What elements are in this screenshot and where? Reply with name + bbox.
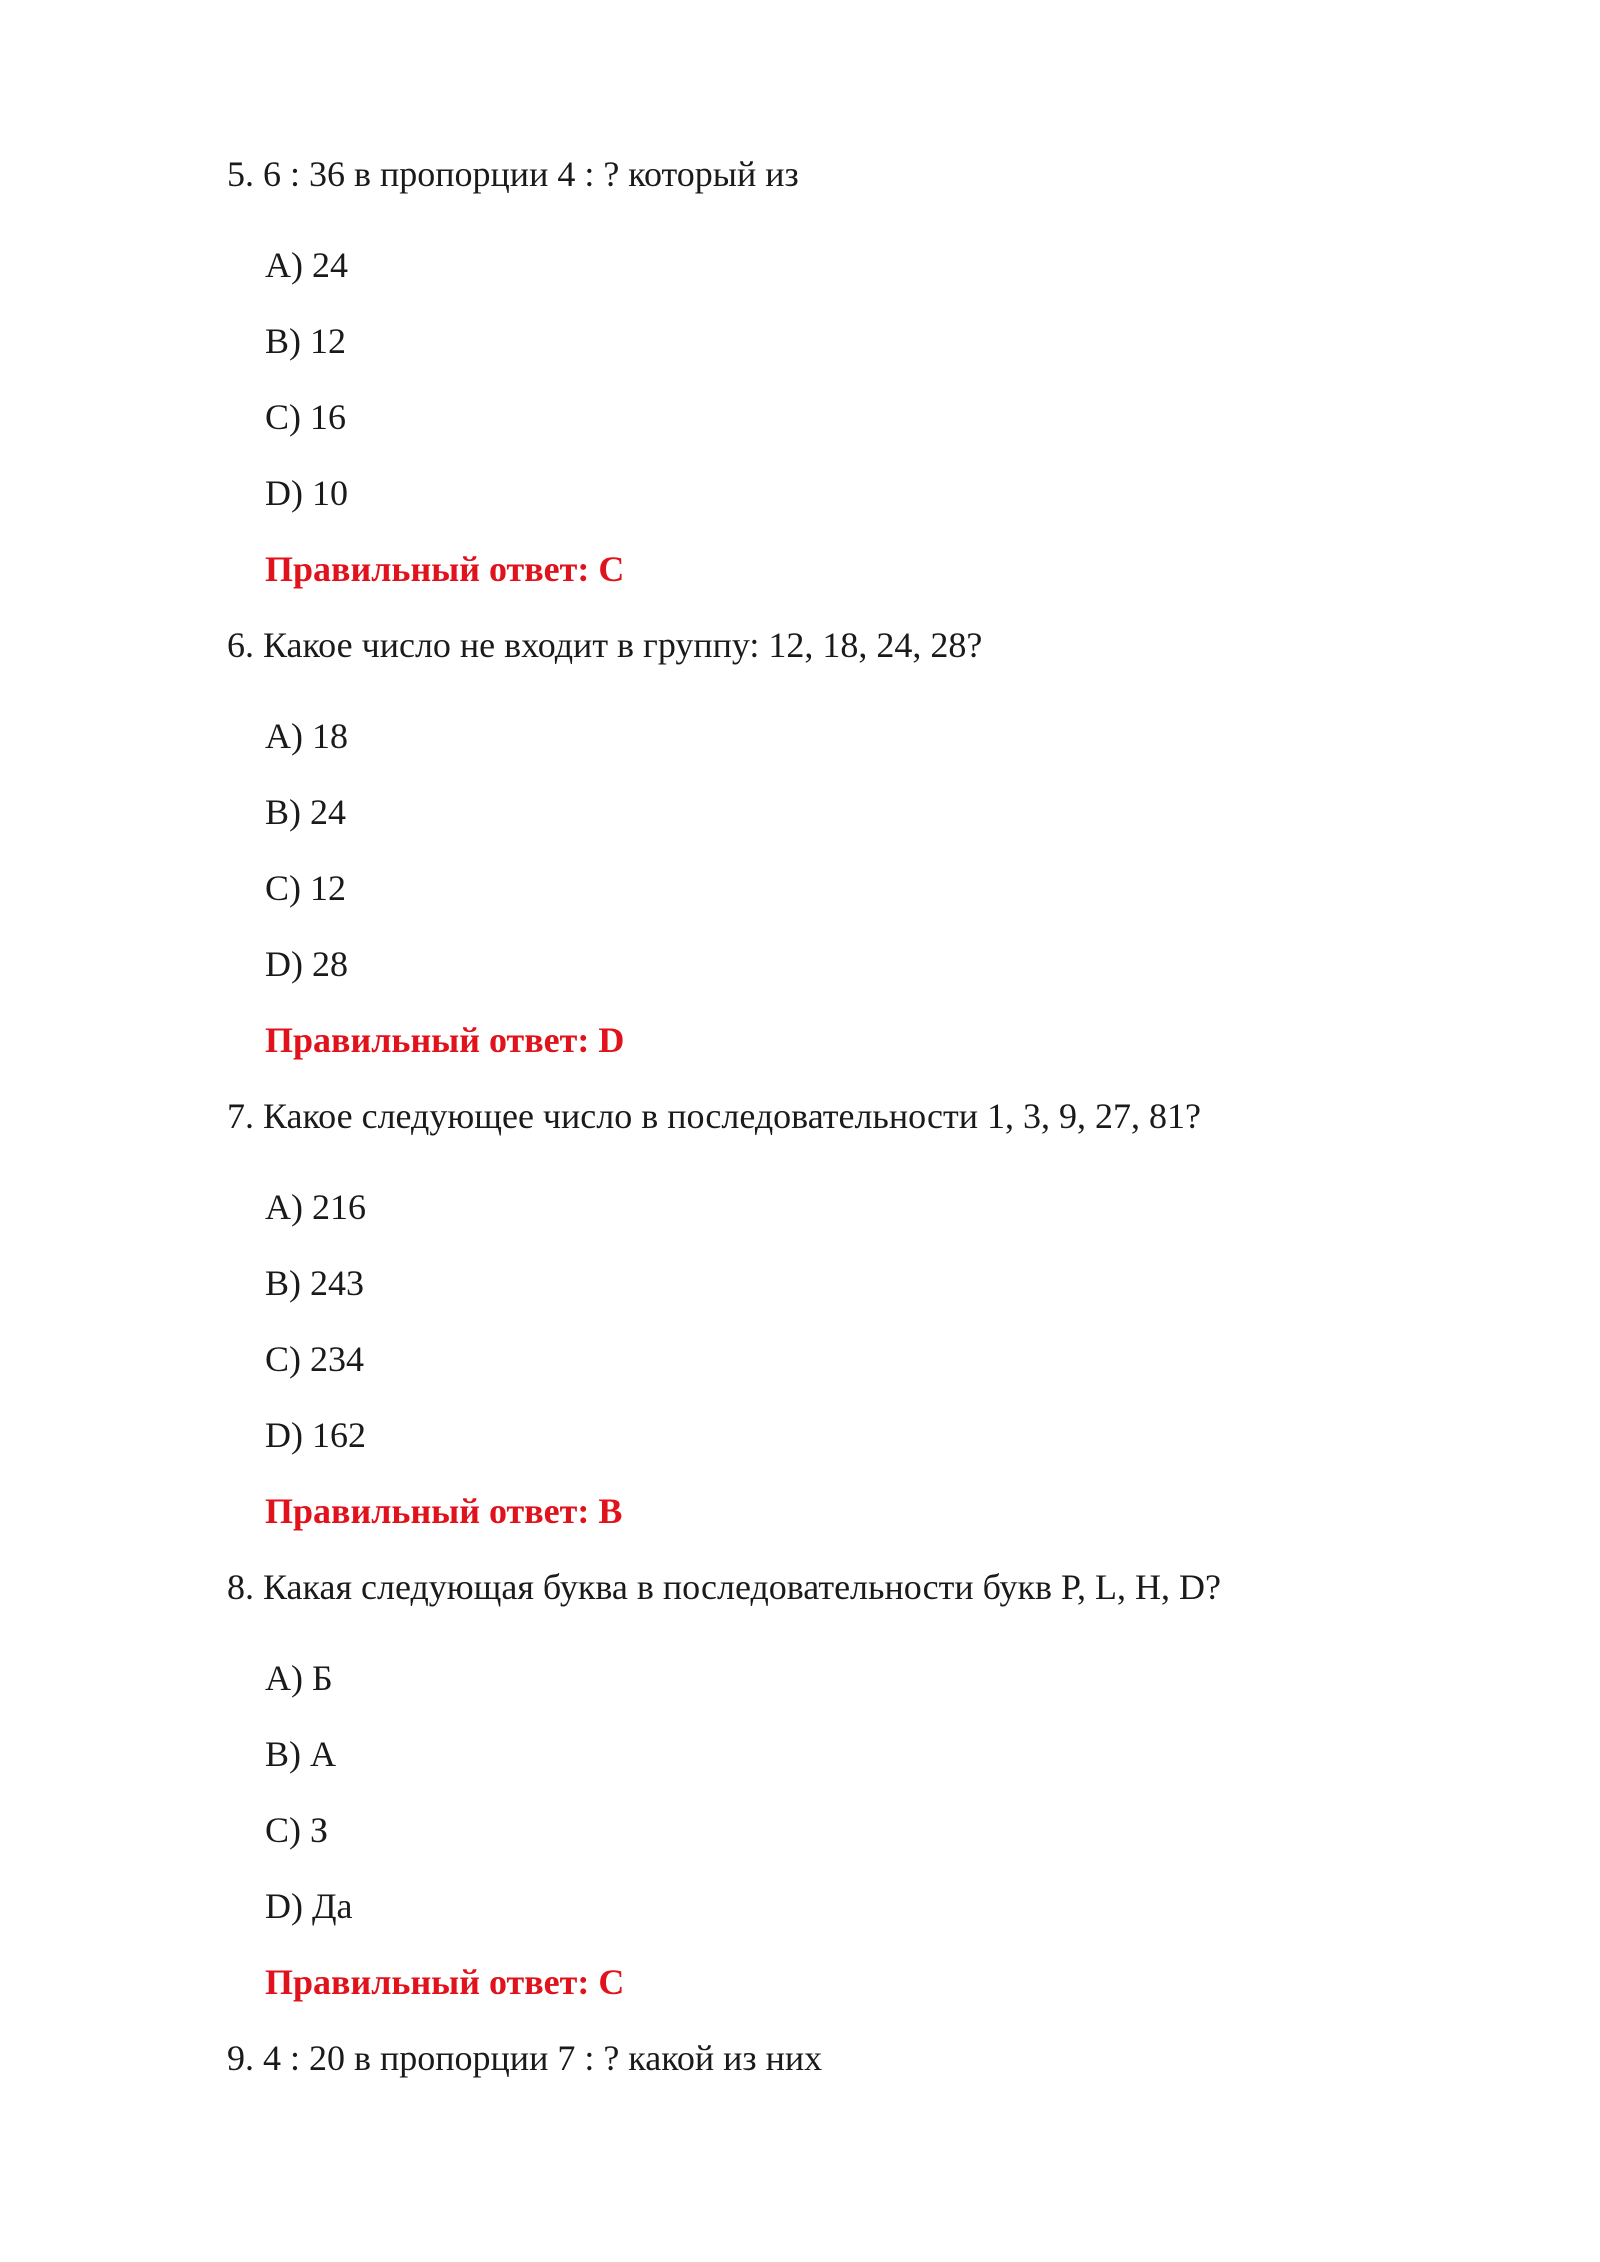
question-text: 6. Какое число не входит в группу: 12, 18, 24, 28? bbox=[227, 625, 983, 665]
option-a: A) 18 bbox=[265, 716, 348, 756]
option-d: D) 162 bbox=[265, 1415, 366, 1455]
correct-answer: Правильный ответ: D bbox=[265, 1020, 625, 1060]
option-a: A) 216 bbox=[265, 1187, 366, 1227]
question-text: 8. Какая следующая буква в последовательности букв P, L, H, D? bbox=[227, 1567, 1222, 1607]
option-b: B) А bbox=[265, 1734, 336, 1774]
option-b: B) 243 bbox=[265, 1263, 364, 1303]
option-d: D) 10 bbox=[265, 473, 348, 513]
option-c: C) З bbox=[265, 1810, 329, 1850]
option-b: B) 24 bbox=[265, 792, 346, 832]
correct-answer: Правильный ответ: C bbox=[265, 1962, 625, 2002]
question-text: 7. Какое следующее число в последовательности 1, 3, 9, 27, 81? bbox=[227, 1096, 1201, 1136]
option-b: B) 12 bbox=[265, 321, 346, 361]
question-text: 9. 4 : 20 в пропорции 7 : ? какой из них bbox=[227, 2038, 823, 2078]
correct-answer: Правильный ответ: B bbox=[265, 1491, 623, 1531]
option-c: C) 234 bbox=[265, 1339, 364, 1379]
option-c: C) 12 bbox=[265, 868, 346, 908]
question-text: 5. 6 : 36 в пропорции 4 : ? который из bbox=[227, 154, 799, 194]
option-a: A) Б bbox=[265, 1658, 333, 1698]
correct-answer: Правильный ответ: C bbox=[265, 549, 625, 589]
option-d: D) Да bbox=[265, 1886, 353, 1926]
option-c: C) 16 bbox=[265, 397, 346, 437]
option-a: A) 24 bbox=[265, 245, 348, 285]
option-d: D) 28 bbox=[265, 944, 348, 984]
